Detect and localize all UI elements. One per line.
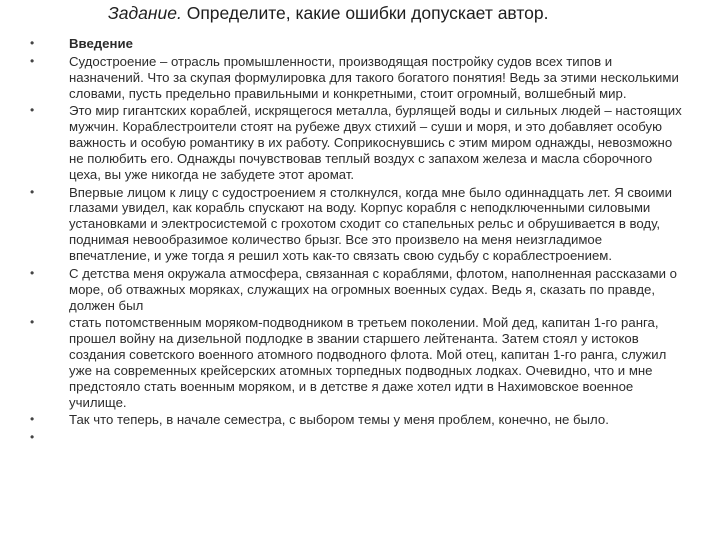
paragraph-text: Впервые лицом к лицу с судостроением я столкнулся, когда мне было одиннадцать лет. Я своими глазами увидел, как корабль спускают на воду. Корпус корабля с неподключенными силовыми установками и электросистемой с грохотом сходит со стапельных рельс и обрушивается в воду, поднимая невообразимое количество брызг. Все это произвело на меня неизгладимое впечатление, и уже тогда я решил хоть как-то связать свою судьбу с кораблестроением. bbox=[69, 184, 672, 263]
bullet: • bbox=[30, 412, 35, 427]
list-item bbox=[0, 412, 720, 428]
list-item bbox=[0, 54, 720, 102]
list-item bbox=[0, 315, 720, 410]
bullet: • bbox=[30, 430, 35, 445]
list-item-empty bbox=[0, 430, 720, 446]
bullet: • bbox=[30, 265, 35, 280]
bullet: • bbox=[30, 184, 35, 199]
bullet: • bbox=[30, 103, 35, 118]
paragraph-text: стать потомственным моряком-подводником в третьем поколении. Мой дед, капитан 1-го ранга, прошел войну на дизельной подлодке в звании старшего лейтенанта. Затем стоял у истоков создания советского военного атомного подводного флота. Мой отец, капитан 1-го ранга, служил уже на современных крейсерских атомных торпедных подводных лодках. Очевидно, что и мне предстояло стать военным моряком, и в детстве я даже хотел идти в Нахимовское военное училище. bbox=[69, 315, 667, 410]
paragraph-text: Это мир гигантских кораблей, искрящегося металла, бурлящей воды и сильных людей – настоящих мужчин. Кораблестроители стоят на рубеже двух стихий – суши и моря, и это добавляет особую важность и особую романтику в их работу. Соприкоснувшись с этим миром однажды, невозможно не полюбить его. Однажды почувствовав теплый воздух с запахом железа и масла сборочного цеха, вы уже никогда не забудете этот аромат. bbox=[69, 103, 682, 182]
paragraph-text: Так что теперь, в начале семестра, с выбором темы у меня проблем, конечно, не было. bbox=[69, 412, 609, 428]
task-label: Задание. bbox=[108, 3, 182, 23]
section-heading: Введение bbox=[69, 36, 133, 51]
bullet: • bbox=[30, 53, 35, 68]
bullet: • bbox=[30, 36, 35, 50]
paragraph-text: Судостроение – отрасль промышленности, производящая постройку судов всех типов и назначений. Что за скупая формулировка для такого богатого понятия! Ведь за этими несколькими словами, пусть предельно правильными и конкретными, стоит огромный, волшебный мир. bbox=[69, 53, 679, 101]
list-item bbox=[0, 266, 720, 314]
list-item bbox=[0, 103, 720, 182]
slide-title bbox=[108, 2, 708, 24]
text-body bbox=[0, 36, 720, 446]
paragraph-text: С детства меня окружала атмосфера, связанная с кораблями, флотом, наполненная рассказами о море, об отважных моряках, служащих на огромных военных судах. Ведь я, сказать по правде, должен был bbox=[69, 265, 678, 313]
task-text: Определите, какие ошибки допускает автор. bbox=[186, 3, 549, 23]
list-item bbox=[0, 185, 720, 264]
bullet: • bbox=[30, 315, 35, 330]
list-item-introduction-heading bbox=[0, 36, 720, 52]
